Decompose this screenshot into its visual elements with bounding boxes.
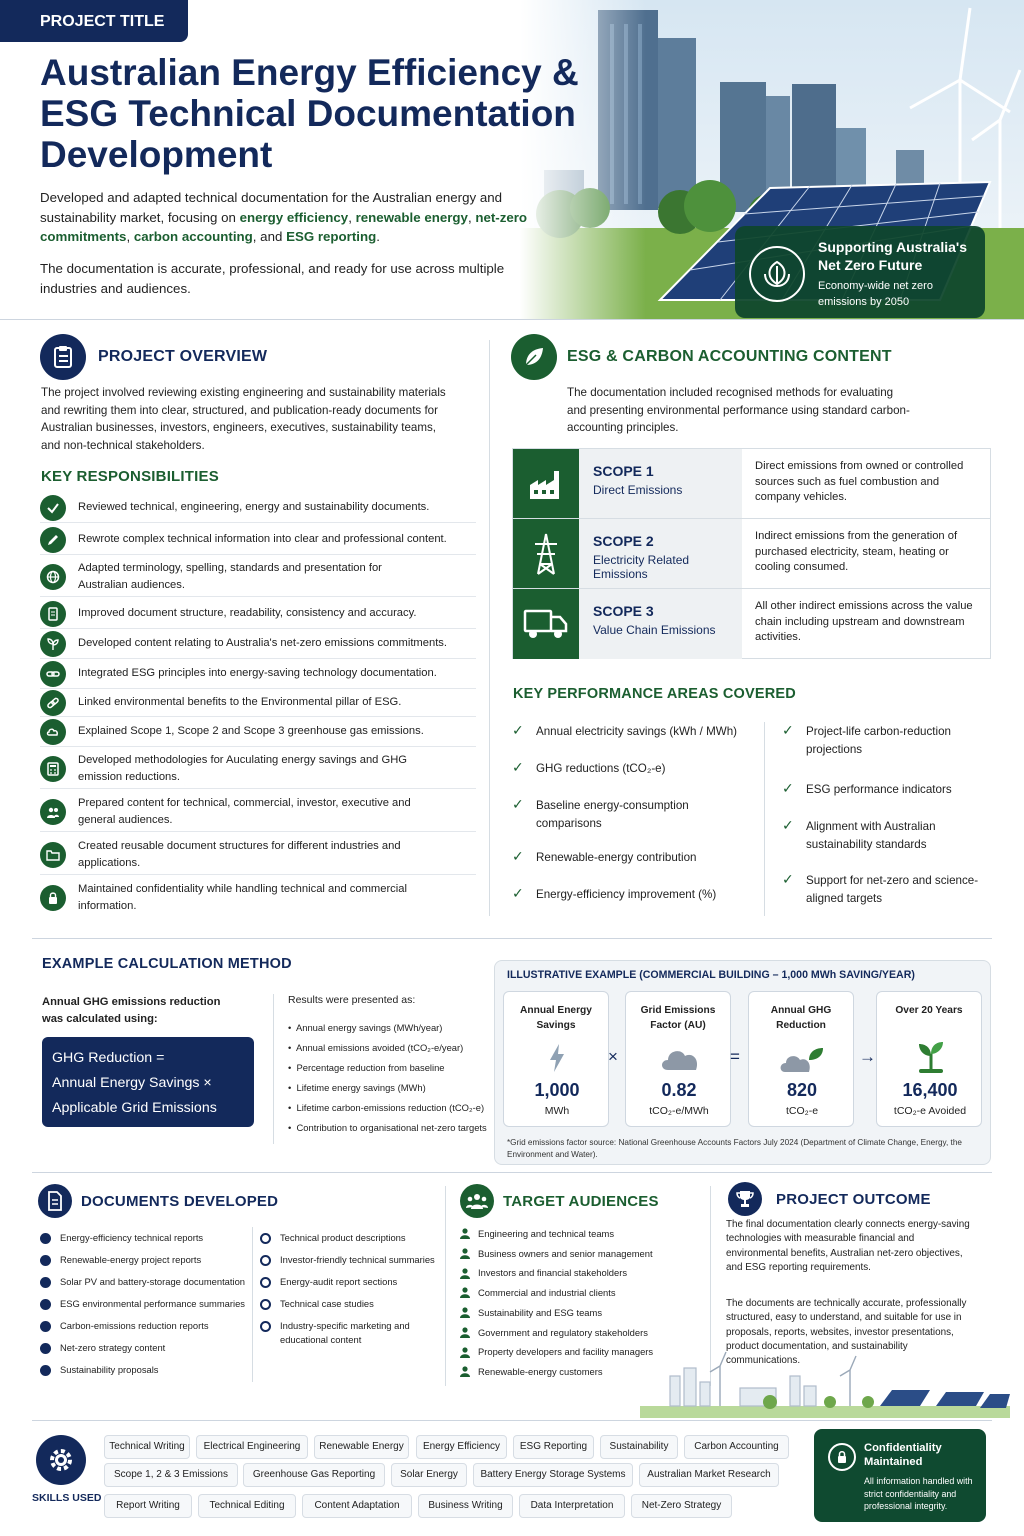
audience-item: Engineering and technical teams	[460, 1224, 700, 1244]
results-item: • Lifetime carbon-emissions reduction (tCO₂-e)	[288, 1102, 485, 1113]
document-item: Solar PV and battery-storage documentation	[40, 1271, 250, 1293]
gear-icon	[36, 1435, 86, 1485]
responsibility-item: Prepared content for technical, commercial, investor, executive and general audiences.	[40, 792, 476, 832]
check-icon	[40, 1299, 51, 1310]
scope-description: Indirect emissions from the generation of purchased electricity, steam, heating or cooling consumed.	[755, 530, 958, 573]
scope-3-row	[512, 588, 991, 659]
lightning-icon	[548, 1044, 566, 1077]
column-divider	[489, 340, 490, 916]
divider	[32, 1172, 992, 1173]
scope-number: SCOPE 3	[593, 603, 654, 619]
scope-name: Direct Emissions	[593, 483, 683, 497]
outcome-title: PROJECT OUTCOME	[776, 1191, 931, 1208]
responsibility-item: Explained Scope 1, Scope 2 and Scope 3 greenhouse gas emissions.	[40, 717, 476, 747]
scope-1-row	[512, 448, 991, 519]
document-item: Technical product descriptions	[260, 1227, 440, 1249]
check-icon: ✓	[512, 885, 524, 901]
responsibility-item: Developed content relating to Australia's net-zero emissions commitments.	[40, 629, 476, 659]
documents-list-right	[260, 1227, 440, 1347]
person-icon	[460, 1268, 470, 1279]
link-icon	[40, 690, 66, 716]
leaf-icon	[511, 334, 557, 380]
grid-factor-box: Grid Emissions Factor (AU) 0.82 tCO₂-e/MWh	[625, 991, 731, 1127]
check-icon	[40, 1277, 51, 1288]
responsibility-item: Improved document structure, readability, consistency and accuracy.	[40, 599, 476, 629]
folder-icon	[40, 842, 66, 868]
audience-item: Sustainability and ESG teams	[460, 1303, 700, 1323]
audience-item: Business owners and senior management	[460, 1244, 700, 1264]
net-zero-subtitle: Economy-wide net zero emissions by 2050	[818, 280, 933, 308]
ghg-reduction-box: Annual GHG Reduction 820 tCO₂-e	[748, 991, 854, 1127]
audience-item: Investors and financial stakeholders	[460, 1263, 700, 1283]
calc-title: EXAMPLE CALCULATION METHOD	[42, 956, 292, 972]
document-item: Net-zero strategy content	[40, 1337, 250, 1359]
overview-title: PROJECT OVERVIEW	[98, 348, 268, 365]
document-item: Renewable-energy project reports	[40, 1249, 250, 1271]
check-icon	[40, 1343, 51, 1354]
skill-chip: Content Adaptation	[302, 1494, 412, 1518]
documents-list-left	[40, 1227, 250, 1381]
person-icon	[460, 1347, 470, 1358]
clipboard-icon	[40, 334, 86, 380]
skill-chip: Renewable Energy	[314, 1435, 409, 1459]
check-icon: ✓	[782, 871, 794, 887]
skill-chip: Electrical Engineering	[196, 1435, 308, 1459]
responsibility-item: Reviewed technical, engineering, energy and sustainability documents.	[40, 493, 476, 523]
audience-item: Property developers and facility managers	[460, 1342, 700, 1362]
responsibility-item: Created reusable document structures for different industries and applications.	[40, 835, 476, 875]
hero-description-secondary: The documentation is accurate, professional, and ready for use across multiple industries and audiences.	[40, 261, 505, 296]
audience-item: Renewable-energy customers	[460, 1362, 700, 1382]
audience-item: Government and regulatory stakeholders	[460, 1323, 700, 1343]
responsibility-item: Linked environmental benefits to the Environmental pillar of ESG.	[40, 689, 476, 717]
divider	[32, 938, 992, 939]
skill-chip: Technical Editing	[198, 1494, 296, 1518]
person-icon	[460, 1248, 470, 1259]
checklist-icon	[40, 495, 66, 521]
check-icon: ✓	[512, 722, 524, 738]
responsibility-item: Rewrote complex technical information into clear and professional content.	[40, 525, 476, 555]
kpa-title: KEY PERFORMANCE AREAS COVERED	[513, 686, 796, 702]
audience-item: Commercial and industrial clients	[460, 1283, 700, 1303]
equals-operator: =	[730, 1047, 740, 1066]
outcome-paragraph: The final documentation clearly connects energy-saving technologies with measurable financial and environmental benefits, Australian net-zero objectives, and ESG reporting requirements.	[726, 1219, 970, 1273]
check-icon: ✓	[782, 780, 794, 796]
confidentiality-card	[814, 1429, 986, 1522]
document-item: Industry-specific marketing and educational content	[260, 1315, 440, 1347]
divider	[32, 1420, 992, 1421]
gear-icon	[260, 1255, 271, 1266]
check-icon	[40, 1255, 51, 1266]
gear-icon	[260, 1321, 271, 1332]
trophy-icon	[728, 1182, 762, 1216]
skill-chip: Business Writing	[418, 1494, 513, 1518]
footnote: *Grid emissions factor source: National Greenhouse Accounts Factors July 2024 (Department of Climate Change, Energy, the Environment and Water).	[507, 1138, 962, 1159]
scope-2-row	[512, 518, 991, 589]
document-icon	[40, 601, 66, 627]
responsibility-item: Integrated ESG principles into energy-saving technology documentation.	[40, 659, 476, 689]
overview-text: The project involved reviewing existing engineering and sustainability materials and rewriting them into clear, structured, and publication-ready documents for Australian businesses, investors, engineers, executives, sustainability teams, and non-technical stakeholders.	[41, 386, 446, 452]
net-zero-title: Supporting Australia's Net Zero Future	[818, 239, 968, 273]
arrow-operator: →	[859, 1047, 876, 1066]
leaf-icon	[749, 246, 805, 302]
person-icon	[460, 1307, 470, 1318]
check-icon	[40, 1365, 51, 1376]
sprout-icon	[913, 1040, 949, 1079]
outcome-paragraph: The documents are technically accurate, professionally structured, easy to understand, and suitable for use in proposals, reports, websites, investor presentations, product documentation, and sustainability communications.	[726, 1298, 967, 1367]
confidentiality-text: All information handled with strict confidentiality and professional integrity.	[864, 1476, 973, 1511]
document-item: Energy-efficiency technical reports	[40, 1227, 250, 1249]
pencil-icon	[40, 527, 66, 553]
skill-chip: Report Writing	[104, 1494, 192, 1518]
skill-chip: Carbon Accounting	[684, 1435, 789, 1459]
check-icon	[40, 1233, 51, 1244]
gear-icon	[260, 1233, 271, 1244]
responsibilities-title: KEY RESPONSIBILITIES	[41, 468, 219, 485]
multiply-operator: ×	[608, 1047, 618, 1066]
calc-intro: Annual GHG emissions reduction was calculated using:	[42, 996, 221, 1025]
shield-lock-icon	[828, 1443, 856, 1471]
responsibility-item: Maintained confidentiality while handling technical and commercial information.	[40, 878, 476, 918]
skill-chip: Solar Energy	[391, 1463, 467, 1487]
audiences-title: TARGET AUDIENCES	[503, 1193, 659, 1210]
document-item: Investor-friendly technical summaries	[260, 1249, 440, 1271]
factory-icon	[513, 449, 579, 519]
sprout-icon	[40, 631, 66, 657]
skill-chip: Sustainability	[600, 1435, 678, 1459]
project-title-tag: PROJECT TITLE	[0, 0, 188, 42]
hero-description: Developed and adapted technical documentation for the Australian energy and sustainability market, focusing on energy efficiency, renewable energy, net-zero commitments, carbon accounting, and ESG reporting.	[40, 190, 528, 244]
skill-chip: Energy Efficiency	[416, 1435, 507, 1459]
esg-intro: The documentation included recognised methods for evaluating and presenting environmental performance using standard carbon-accounting principles.	[567, 386, 910, 434]
person-icon	[460, 1287, 470, 1298]
twenty-year-box: Over 20 Years 16,400 tCO₂-e Avoided	[876, 991, 982, 1127]
scope-number: SCOPE 1	[593, 463, 654, 479]
results-item: • Lifetime energy savings (MWh)	[288, 1082, 426, 1093]
responsibility-item: Adapted terminology, spelling, standards and presentation for Australian audiences.	[40, 557, 476, 597]
results-item: • Annual energy savings (MWh/year)	[288, 1022, 443, 1033]
link-icon	[40, 661, 66, 687]
results-item: • Percentage reduction from baseline	[288, 1062, 445, 1073]
cloud-icon	[660, 1046, 700, 1077]
document-item: Carbon-emissions reduction reports	[40, 1315, 250, 1337]
cloud-icon	[40, 719, 66, 745]
document-item: ESG environmental performance summaries	[40, 1293, 250, 1315]
page-title: Australian Energy Efficiency & ESG Technical Documentation Development	[40, 52, 579, 175]
formula-box: GHG Reduction = Annual Energy Savings × Applicable Grid Emissions Factor	[42, 1037, 254, 1127]
results-list	[288, 1018, 493, 1138]
scope-name: Electricity Related Emissions	[593, 553, 690, 581]
calculator-icon	[40, 756, 66, 782]
esg-title: ESG & CARBON ACCOUNTING CONTENT	[567, 348, 892, 365]
people-icon	[40, 799, 66, 825]
responsibility-item: Developed methodologies for Auculating energy savings and GHG emission reductions.	[40, 749, 476, 789]
lock-icon	[40, 885, 66, 911]
skill-chip: Scope 1, 2 & 3 Emissions	[104, 1463, 238, 1487]
check-icon: ✓	[782, 817, 794, 833]
skill-chip: Greenhouse Gas Reporting	[243, 1463, 385, 1487]
skill-chip: Technical Writing	[104, 1435, 190, 1459]
scope-description: All other indirect emissions across the value chain including upstream and downstream activities.	[755, 600, 973, 643]
illustrative-title: ILLUSTRATIVE EXAMPLE (COMMERCIAL BUILDING – 1,000 MWh SAVING/YEAR)	[507, 969, 915, 981]
document-item: Energy-audit report sections	[260, 1271, 440, 1293]
skill-chip: Australian Market Research	[639, 1463, 779, 1487]
column-divider	[273, 994, 274, 1144]
check-icon: ✓	[512, 796, 524, 812]
skills-label: SKILLS USED	[32, 1492, 102, 1504]
kpa-divider	[764, 722, 765, 916]
power-pylon-icon	[513, 519, 579, 589]
column-divider	[252, 1227, 253, 1382]
hero-banner	[0, 0, 1024, 320]
globe-icon	[40, 564, 66, 590]
people-icon	[460, 1184, 494, 1218]
skill-chip: ESG Reporting	[513, 1435, 594, 1459]
skill-chip: Battery Energy Storage Systems	[473, 1463, 633, 1487]
document-icon	[38, 1184, 72, 1218]
check-icon: ✓	[512, 759, 524, 775]
results-title: Results were presented as:	[288, 994, 416, 1006]
scope-description: Direct emissions from owned or controlled sources such as fuel combustion and company vehicles.	[755, 460, 964, 503]
gear-icon	[260, 1277, 271, 1288]
results-item: • Contribution to organisational net-zero targets	[288, 1122, 487, 1133]
truck-icon	[513, 589, 579, 659]
person-icon	[460, 1366, 470, 1377]
skill-chip: Data Interpretation	[519, 1494, 625, 1518]
check-icon: ✓	[512, 848, 524, 864]
illustrative-example-panel	[494, 960, 991, 1165]
person-icon	[460, 1228, 470, 1239]
cloud-leaf-icon	[779, 1046, 825, 1079]
check-icon: ✓	[782, 722, 794, 738]
check-icon	[40, 1321, 51, 1332]
person-icon	[460, 1327, 470, 1338]
document-item: Technical case studies	[260, 1293, 440, 1315]
documents-title: DOCUMENTS DEVELOPED	[81, 1193, 279, 1210]
energy-savings-box: Annual Energy Savings 1,000 MWh	[503, 991, 609, 1127]
net-zero-badge	[735, 226, 985, 318]
scope-name: Value Chain Emissions	[593, 623, 716, 637]
results-item: • Annual emissions avoided (tCO₂-e/year)	[288, 1042, 464, 1053]
scope-number: SCOPE 2	[593, 533, 654, 549]
skyline-illustration	[640, 1346, 1010, 1418]
document-item: Sustainability proposals	[40, 1359, 250, 1381]
gear-icon	[260, 1299, 271, 1310]
skill-chip: Net-Zero Strategy	[631, 1494, 732, 1518]
confidentiality-title: Confidentiality Maintained	[864, 1442, 942, 1468]
column-divider	[445, 1186, 446, 1386]
divider	[0, 319, 1024, 320]
